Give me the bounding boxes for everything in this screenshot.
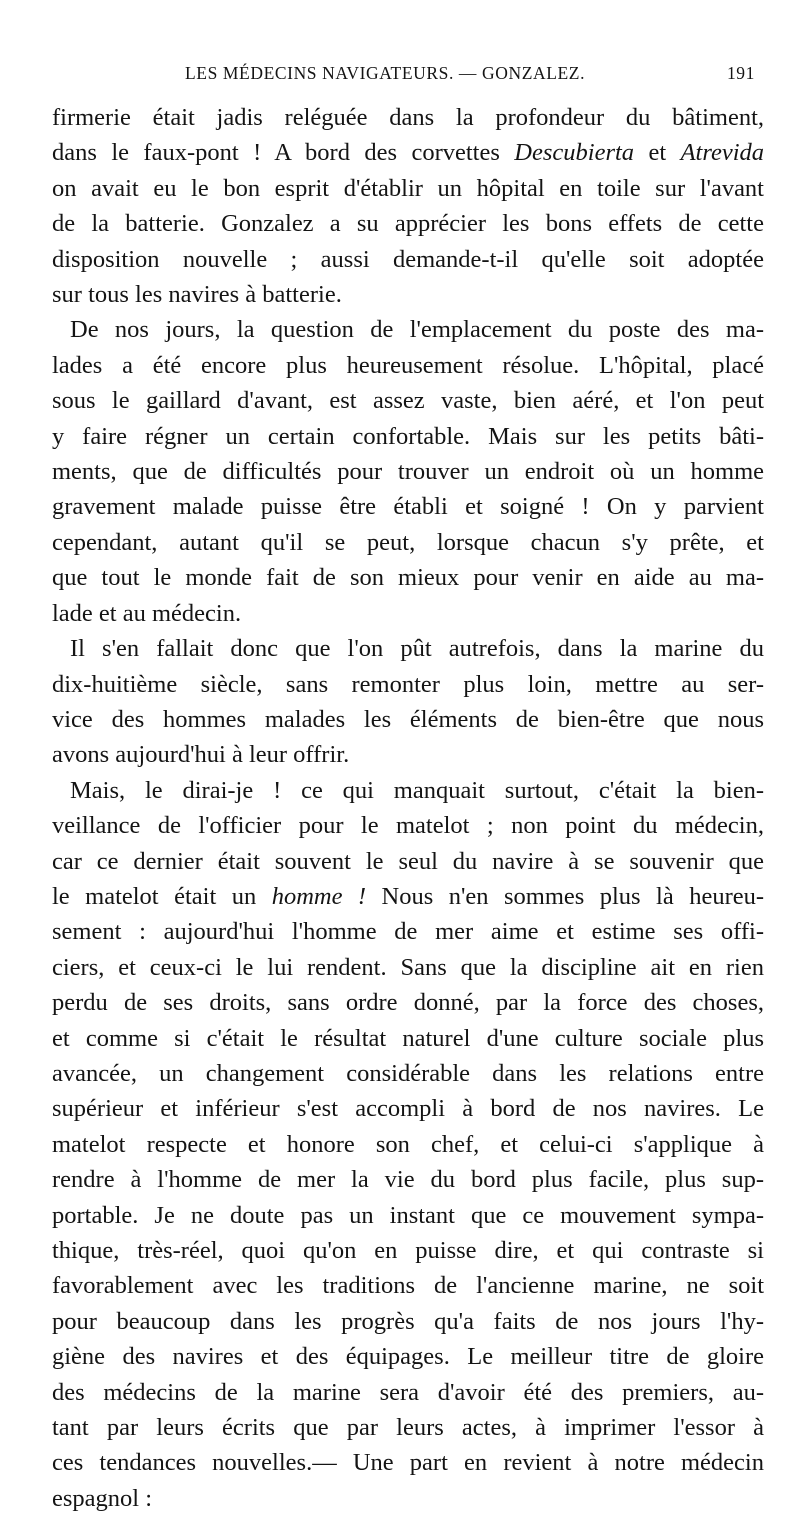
text-line: avons aujourd'hui à leur offrir. (52, 741, 350, 769)
text-line: Il s'en fallait donc que l'on pût autrefois, dans la marine du (70, 635, 764, 663)
text-line: matelot respecte et honore son chef, et celui-ci s'applique à (52, 1130, 764, 1158)
text-line: disposition nouvelle ; aussi demande-t-il qu'elle soit adoptée (52, 245, 764, 273)
running-title: LES MÉDECINS NAVIGATEURS. — GONZALEZ. (185, 63, 586, 83)
text-line: sur tous les navires à batterie. (52, 281, 342, 309)
text-line: ciers, et ceux-ci le lui rendent. Sans que la discipline ait en rien (52, 953, 764, 981)
text-line: giène des navires et des équipages. Le meilleur titre de gloire (52, 1343, 764, 1371)
page-number: 191 (726, 63, 755, 83)
text-line: veillance de l'officier pour le matelot ; non point du médecin, (52, 812, 764, 840)
text-line: sement : aujourd'hui l'homme de mer aime et estime ses offi- (52, 918, 764, 946)
text-line: lades a été encore plus heureusement résolue. L'hôpital, placé (52, 351, 764, 379)
text-line: pour beaucoup dans les progrès qu'a faits de nos jours l'hy- (52, 1307, 764, 1335)
text-line: dans le faux-pont ! A bord des corvettes Descubierta et Atrevida (52, 139, 765, 167)
text-line: y faire régner un certain confortable. Mais sur les petits bâti- (52, 422, 764, 450)
text-line: des médecins de la marine sera d'avoir été des premiers, au- (52, 1378, 764, 1406)
text-line: cependant, autant qu'il se peut, lorsque chacun s'y prête, et (52, 528, 764, 556)
running-header (185, 63, 755, 89)
text-line: le matelot était un homme ! Nous n'en sommes plus là heureu- (52, 882, 765, 910)
text-line: firmerie était jadis reléguée dans la profondeur du bâtiment, (52, 104, 764, 131)
text-line: lade et au médecin. (52, 599, 242, 627)
text-line: favorablement avec les traditions de l'ancienne marine, ne soit (52, 1272, 764, 1300)
text-line: thique, très-réel, quoi qu'on en puisse dire, et qui contraste si (52, 1237, 764, 1264)
text-line: sous le gaillard d'avant, est assez vaste, bien aéré, et l'on peut (52, 387, 764, 415)
text-line: dix-huitième siècle, sans remonter plus loin, mettre au ser- (52, 670, 764, 698)
body-text (52, 100, 764, 1516)
text-line: gravement malade puisse être établi et soigné ! On y parvient (52, 493, 764, 521)
text-line: de la batterie. Gonzalez a su apprécier les bons effets de cette (52, 210, 764, 238)
text-line: supérieur et inférieur s'est accompli à bord de nos navires. Le (52, 1095, 764, 1123)
text-line: et comme si c'était le résultat naturel d'une culture sociale plus (52, 1024, 764, 1052)
text-line: que tout le monde fait de son mieux pour venir en aide au ma- (52, 564, 764, 592)
text-line: ces tendances nouvelles.— Une part en revient à notre médecin (52, 1449, 764, 1477)
text-line: portable. Je ne doute pas un instant que ce mouvement sympa- (52, 1201, 764, 1229)
text-line: tant par leurs écrits que par leurs actes, à imprimer l'essor à (52, 1414, 764, 1442)
text-line: De nos jours, la question de l'emplacement du poste des ma- (70, 316, 764, 344)
text-line: avancée, un changement considérable dans les relations entre (52, 1059, 764, 1087)
text-line: ments, que de difficultés pour trouver un endroit où un homme (52, 458, 764, 486)
text-line: vice des hommes malades les éléments de bien-être que nous (52, 705, 764, 733)
text-line: Mais, le dirai-je ! ce qui manquait surtout, c'était la bien- (70, 776, 764, 804)
text-line: on avait eu le bon esprit d'établir un hôpital en toile sur l'avant (52, 174, 764, 202)
text-line: car ce dernier était souvent le seul du navire à se souvenir que (52, 847, 764, 875)
text-line: perdu de ses droits, sans ordre donné, par la force des choses, (52, 989, 764, 1017)
text-line: espagnol : (52, 1484, 153, 1512)
text-line: rendre à l'homme de mer la vie du bord plus facile, plus sup- (52, 1166, 764, 1194)
